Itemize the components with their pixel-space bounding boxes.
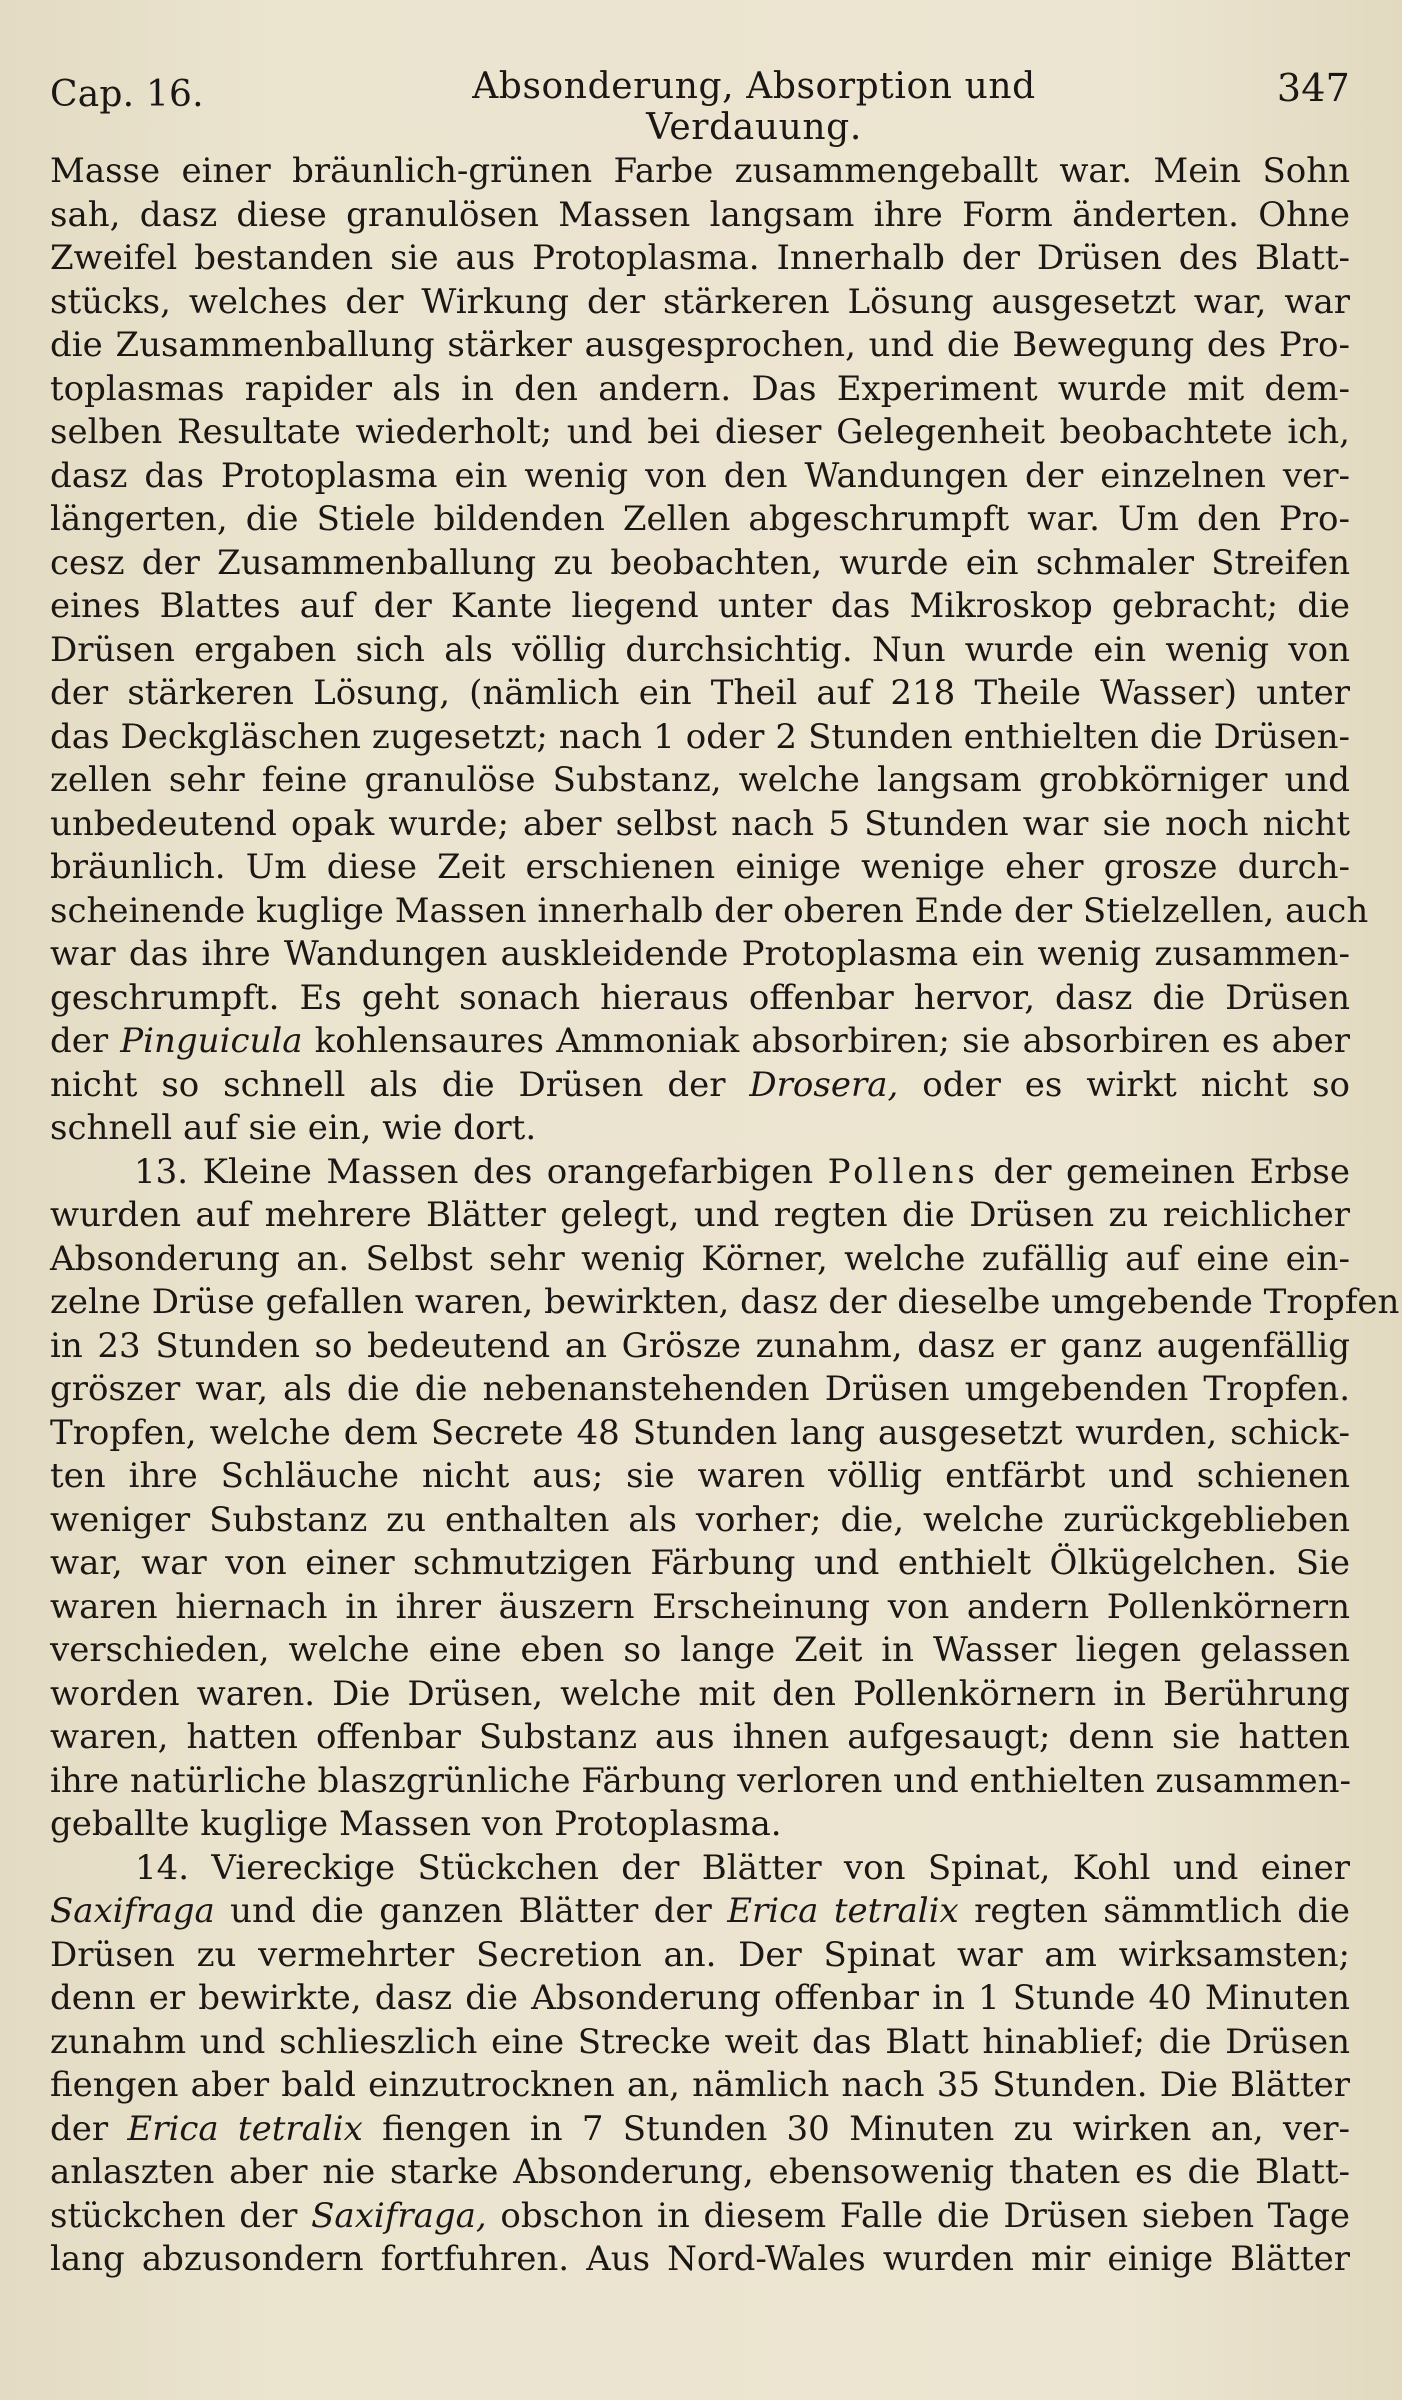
- text-line: dasz das Protoplasma ein wenig von den Wandungen der einzelnen ver-: [50, 455, 1350, 496]
- text-line: [50, 1020, 1350, 1064]
- text-line: wurden auf mehrere Blätter gelegt, und regten die Drüsen zu reichlicher: [50, 1195, 1350, 1235]
- text-line: Tropfen, welche dem Secrete 48 Stunden lang ausgesetzt wurden, schick-: [50, 1412, 1350, 1453]
- text-segment: der: [50, 1021, 121, 1061]
- text-line: toplasmas rapider als in den andern. Das Experiment wurde mit dem-: [50, 368, 1350, 409]
- text-segment: obschon in diesem Falle die Drüsen sieben Tage: [486, 2195, 1350, 2236]
- text-line: der stärkeren Lösung, (nämlich ein Theil auf 218 Theile Wasser) unter: [50, 673, 1350, 713]
- text-line: stücks, welches der Wirkung der stärkeren Lösung ausgesetzt war, war: [50, 281, 1350, 322]
- text-line: das Deckgläschen zugesetzt; nach 1 oder 2 Stunden enthielten die Drüsen-: [50, 716, 1350, 757]
- text-line: zellen sehr feine granulöse Substanz, welche langsam grobkörniger und: [50, 760, 1350, 800]
- text-line: 14. Viereckige Stückchen der Blätter von Spinat, Kohl und einer: [135, 1847, 1350, 1888]
- text-line: unbedeutend opak wurde; aber selbst nach 5 Stunden war sie noch nicht: [50, 803, 1350, 844]
- text-line: denn er bewirkte, dasz die Absonderung offenbar in 1 Stunde 40 Minuten: [50, 1978, 1350, 2018]
- italic-term: Saxifraga: [50, 1891, 215, 1931]
- text-line: waren, hatten offenbar Substanz aus ihnen aufgesaugt; denn sie hatten: [50, 1717, 1350, 1757]
- chapter-label: Cap. 16.: [50, 74, 204, 115]
- text-line: war, war von einer schmutzigen Färbung und enthielt Ölkügelchen. Sie: [50, 1543, 1350, 1583]
- text-segment: oder es wirkt nicht so: [898, 1064, 1350, 1105]
- text-line: verschieden, welche eine eben so lange Zeit in Wasser liegen gelassen: [50, 1630, 1350, 1670]
- text-line: bräunlich. Um diese Zeit erschienen einige wenige eher grosze durch-: [50, 847, 1350, 887]
- text-line: geballte kuglige Massen von Protoplasma.: [50, 1804, 782, 1844]
- text-line: fiengen aber bald einzutrocknen an, nämlich nach 35 Stunden. Die Blätter: [50, 2065, 1350, 2105]
- text-line: weniger Substanz zu enthalten als vorher; die, welche zurückgeblieben: [50, 1499, 1350, 1540]
- italic-term: Drosera,: [749, 1064, 899, 1105]
- text-segment: stückchen der: [50, 2195, 312, 2236]
- text-line: [50, 1064, 1350, 1108]
- italic-term: Pinguicula: [120, 1021, 303, 1061]
- text-segment: der: [50, 2108, 128, 2149]
- text-line: ihre natürliche blaszgrünliche Färbung verloren und enthielten zusammen-: [50, 1760, 1352, 1801]
- text-line: eines Blattes auf der Kante liegend unter das Mikroskop gebracht; die: [50, 586, 1350, 626]
- italic-term: Saxifraga,: [311, 2195, 487, 2236]
- text-line: Absonderung an. Selbst sehr wenig Körner, welche zufällig auf eine ein-: [50, 1238, 1350, 1279]
- text-line: geschrumpft. Es geht sonach hieraus offenbar hervor, dasz die Drüsen: [50, 977, 1350, 1018]
- text-line: gröszer war, als die die nebenanstehenden Drüsen umgebenden Tropfen.: [50, 1369, 1350, 1409]
- text-line: selben Resultate wiederholt; und bei dieser Gelegenheit beobachtete ich,: [50, 412, 1350, 452]
- text-line: cesz der Zusammenballung zu beobachten, wurde ein schmaler Streifen: [50, 542, 1350, 583]
- text-segment: regten sämmtlich die: [958, 1891, 1350, 1931]
- text-line: waren hiernach in ihrer äuszern Erscheinung von andern Pollenkörnern: [50, 1586, 1350, 1627]
- text-line: [50, 2108, 1350, 2152]
- text-line: zunahm und schlieszlich eine Strecke weit das Blatt hinablief; die Drüsen: [50, 2021, 1350, 2062]
- text-segment: fiengen in 7 Stunden 30 Minuten zu wirken an, ver-: [362, 2108, 1350, 2149]
- running-header: [50, 58, 1350, 148]
- text-line: anlaszten aber nie starke Absonderung, ebensowenig thaten es die Blatt-: [50, 2152, 1350, 2192]
- running-title: Absonderung, Absorption und Verdauung.: [472, 66, 1036, 148]
- text-line: Drüsen zu vermehrter Secretion an. Der Spinat war am wirksamsten;: [50, 1934, 1350, 1975]
- body-text: [50, 150, 1400, 2282]
- text-line: worden waren. Die Drüsen, welche mit den Pollenkörnern in Berührung: [50, 1673, 1350, 1714]
- text-segment: nicht so schnell als die Drüsen der: [50, 1064, 750, 1105]
- text-line: scheinende kuglige Massen innerhalb der oberen Ende der Stielzellen, auch: [50, 890, 1369, 931]
- text-line: längerten, die Stiele bildenden Zellen abgeschrumpft war. Um den Pro-: [50, 499, 1350, 539]
- text-line: sah, dasz diese granulösen Massen langsam ihre Form änderten. Ohne: [50, 194, 1350, 235]
- text-line: schnell auf sie ein, wie dort.: [50, 1108, 537, 1148]
- text-line: in 23 Stunden so bedeutend an Grösze zunahm, dasz er ganz augenfällig: [50, 1325, 1350, 1366]
- italic-term: Erica tetralix: [127, 2108, 363, 2149]
- text-line: die Zusammenballung stärker ausgesprochen, und die Bewegung des Pro-: [50, 325, 1350, 365]
- text-segment: der gemeinen Erbse: [978, 1151, 1350, 1192]
- text-segment: 13. Kleine Massen des orangefarbigen: [134, 1151, 828, 1192]
- text-line: Drüsen ergaben sich als völlig durchsichtig. Nun wurde ein wenig von: [50, 629, 1350, 670]
- text-line: ten ihre Schläuche nicht aus; sie waren völlig entfärbt und schienen: [50, 1456, 1350, 1496]
- text-line: [50, 1151, 1350, 1195]
- italic-term: Erica tetralix: [727, 1891, 959, 1931]
- text-segment: kohlensaures Ammoniak absorbiren; sie absorbiren es aber: [302, 1021, 1350, 1061]
- text-segment: und die ganzen Blätter der: [214, 1891, 728, 1931]
- spaced-term: Pollens: [827, 1151, 979, 1192]
- text-line: [50, 2195, 1350, 2239]
- text-line: war das ihre Wandungen auskleidende Protoplasma ein wenig zusammen-: [50, 934, 1350, 974]
- text-line: Zweifel bestanden sie aus Protoplasma. Innerhalb der Drüsen des Blatt-: [50, 238, 1350, 278]
- text-line: Masse einer bräunlich-grünen Farbe zusammengeballt war. Mein Sohn: [50, 151, 1350, 191]
- text-line: lang abzusondern fortfuhren. Aus Nord-Wales wurden mir einige Blätter: [50, 2239, 1350, 2279]
- text-line: [50, 1890, 1350, 1934]
- page-number: 347: [1276, 66, 1350, 110]
- text-line: zelne Drüse gefallen waren, bewirkten, dasz der dieselbe umgebende Tropfen: [50, 1282, 1400, 1322]
